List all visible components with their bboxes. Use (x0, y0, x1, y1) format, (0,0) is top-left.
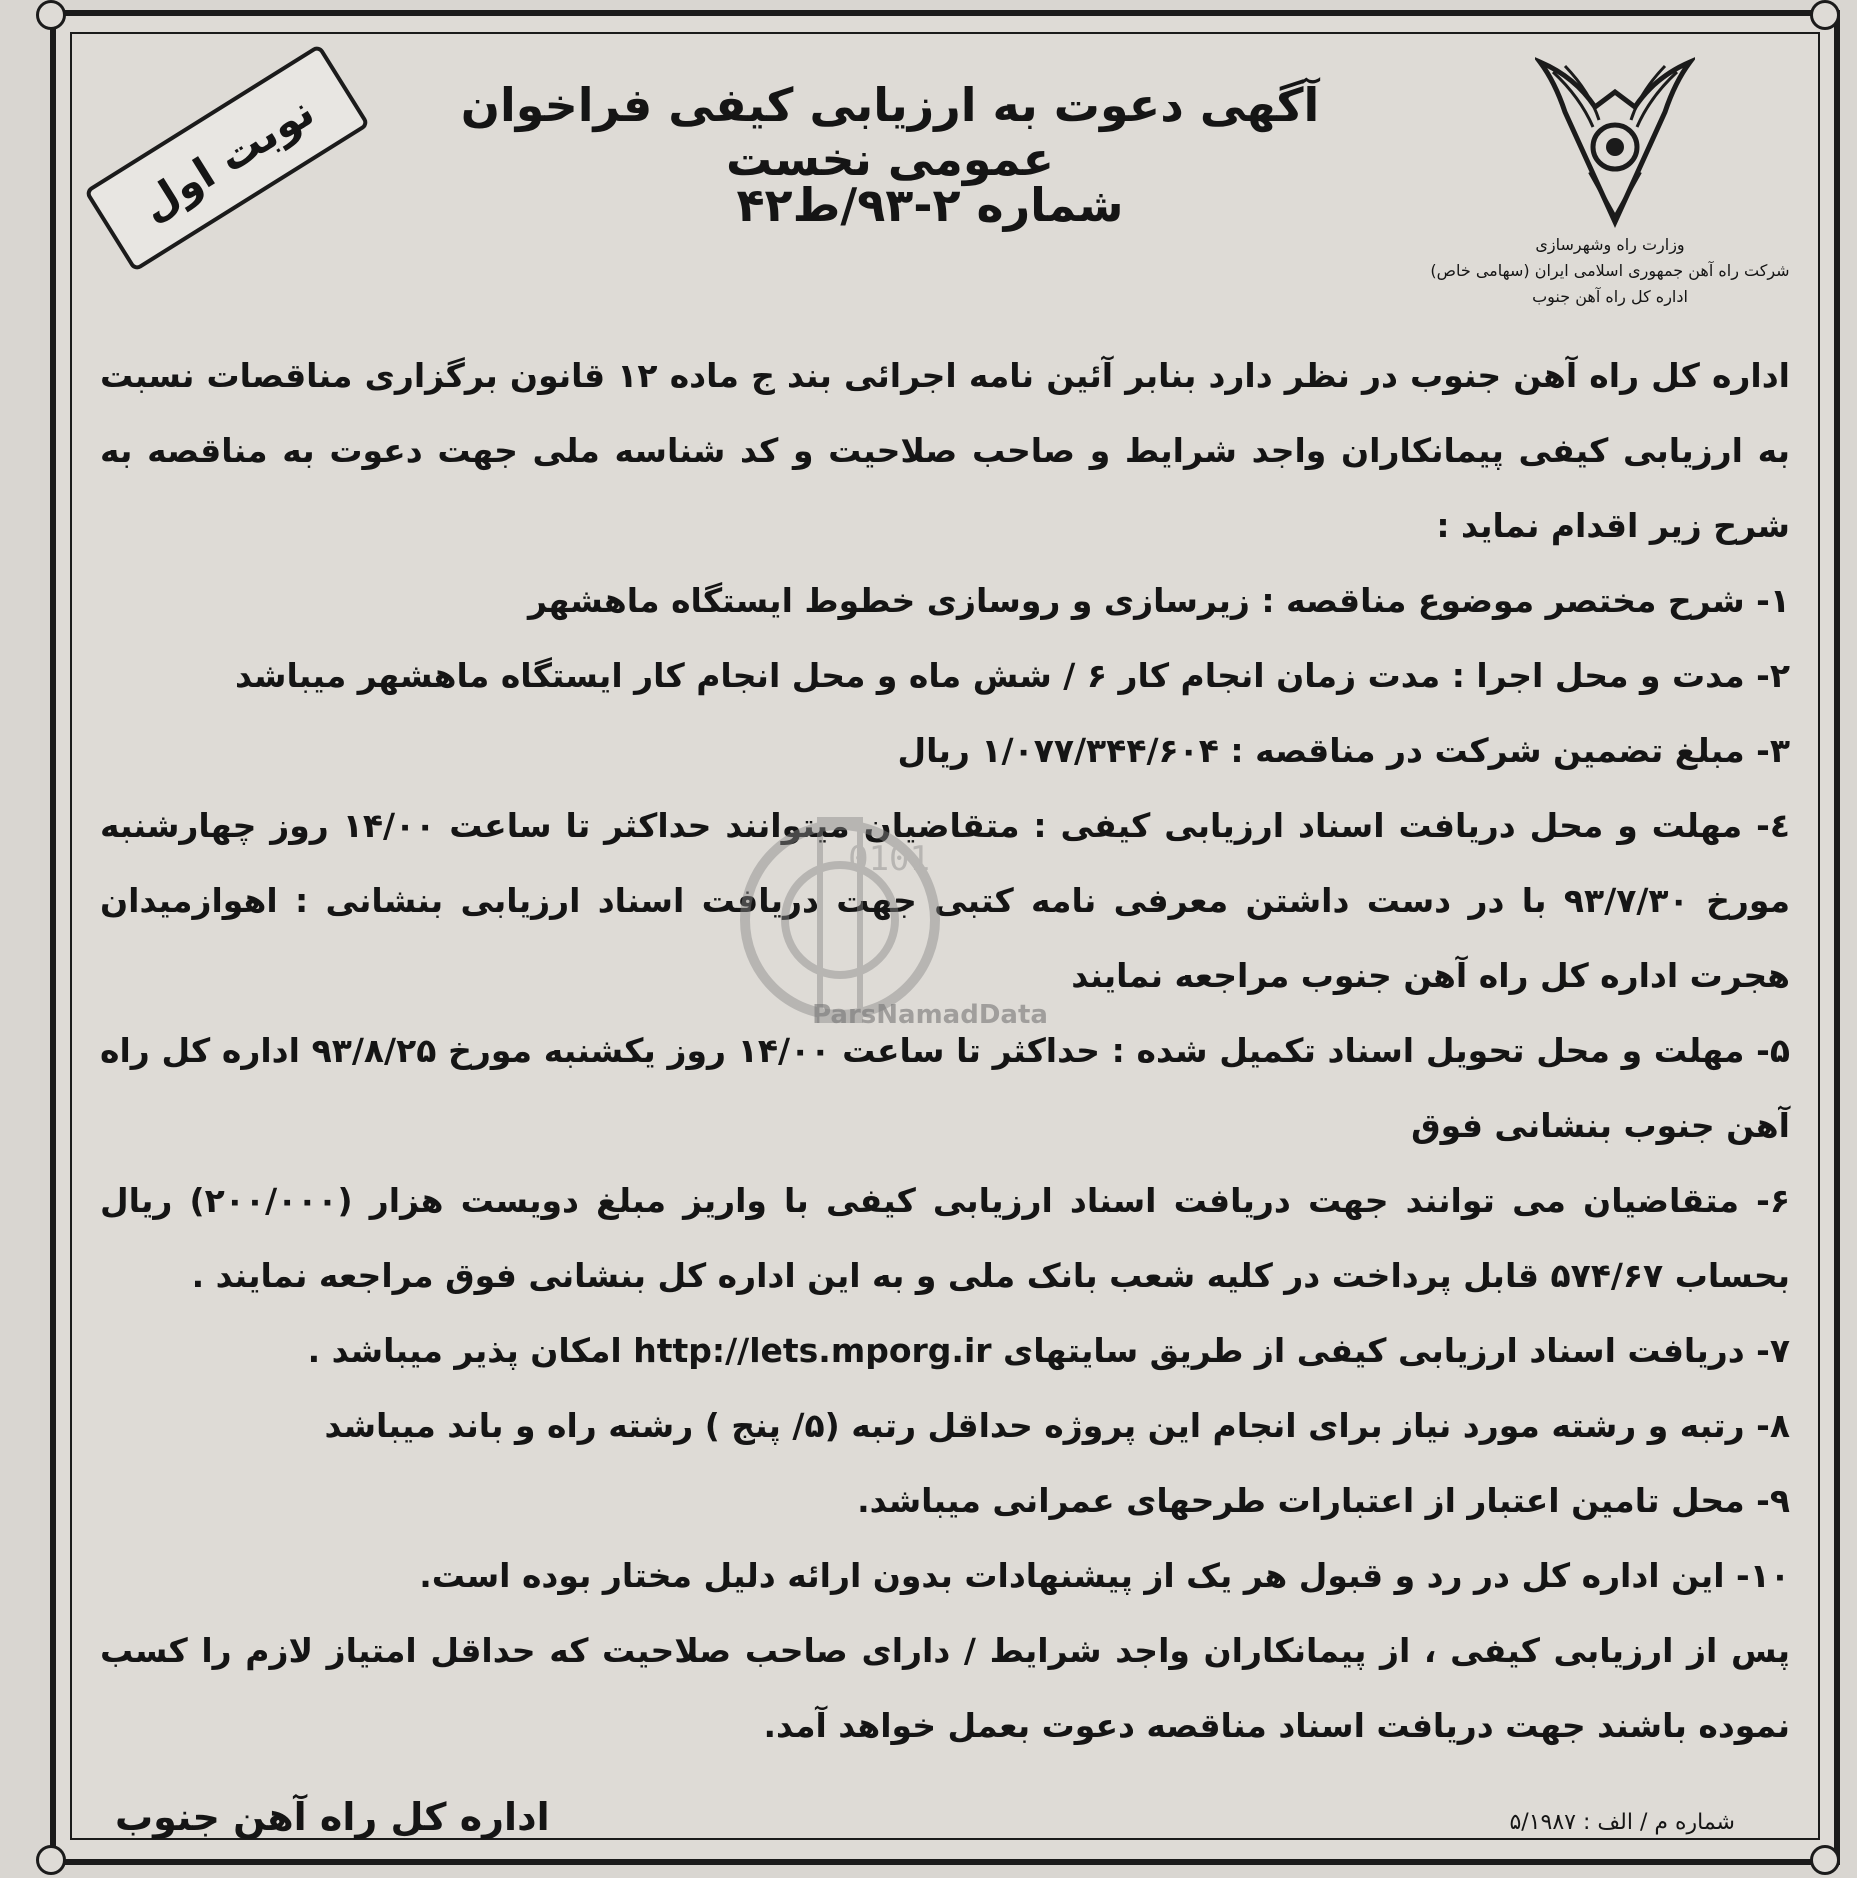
website-link[interactable]: http://lets.mporg.ir (633, 1331, 992, 1370)
watermark-name: ParsNamadData (812, 1000, 1048, 1030)
item-6: ۶- متقاضیان می توانند جهت دریافت اسناد ارزیابی کیفی با واریز مبلغ دویست هزار (۲۰۰/۰۰۰) ریال بحساب ۵۷۴/۶۷ قابل پرداخت در کلیه شعب بانک ملی و به این اداره کل بنشانی فوق مراجعه نمایند . (100, 1181, 1790, 1295)
item-7-text: ۷- دریافت اسناد ارزیابی کیفی از طریق سایتهای (1003, 1331, 1790, 1370)
item-5: ۵- مهلت و محل تحویل اسناد تکمیل شده : حداکثر تا ساعت ۱۴/۰۰ روز یکشنبه مورخ ۹۳/۸/۲۵ اداره کل راه آهن جنوب بنشانی فوق (100, 1031, 1790, 1145)
corner-ornament (36, 1845, 66, 1875)
item-7 (100, 1313, 1790, 1388)
stamp-label: نوبت اول (131, 85, 323, 231)
notice-number: شماره ۲-۹۳/ط۴۲ (736, 178, 1124, 232)
signature: اداره کل راه آهن جنوب (115, 1795, 550, 1839)
corner-ornament (36, 0, 66, 30)
closing-paragraph: پس از ارزیابی کیفی ، از پیمانکاران واجد شرایط / دارای صاحب صلاحیت که حداقل امتیاز لازم را کسب نموده باشند جهت دریافت اسناد مناقصه دعوت بعمل خواهد آمد. (100, 1631, 1790, 1745)
reference-number: شماره م / الف : ۵/۱۹۸۷ (1509, 1810, 1735, 1835)
item-3: ۳- مبلغ تضمین شرکت در مناقصه : ۱/۰۷۷/۳۴۴/۶۰۴ ریال (897, 731, 1790, 770)
organization-header (1395, 232, 1825, 310)
notice-title: آگهی دعوت به ارزیابی کیفی فراخوان عمومی نخست (460, 78, 1320, 186)
item-4: ٤- مهلت و محل دریافت اسناد ارزیابی کیفی : متقاضیان میتوانند حداکثر تا ساعت ۱۴/۰۰ روز چهارشنبه مورخ ۹۳/۷/۳۰ با در دست داشتن معرفی نامه کتبی جهت دریافت اسناد ارزیابی بنشانی : اهوازمیدان هجرت اداره کل راه آهن جنوب مراجعه نمایند (100, 806, 1790, 995)
winged-emblem-icon (1535, 52, 1695, 232)
item-9: ۹- محل تامین اعتبار از اعتبارات طرحهای عمرانی میباشد. (857, 1481, 1790, 1520)
corner-ornament (1810, 1845, 1840, 1875)
item-8: ۸- رتبه و رشته مورد نیاز برای انجام این پروژه حداقل رتبه (۵/ پنج ) رشته راه و باند میباشد (324, 1406, 1790, 1445)
item-1: ۱- شرح مختصر موضوع مناقصه : زیرسازی و روسازی خطوط ایستگاه ماهشهر (527, 581, 1790, 620)
item-10: ۱۰- این اداره کل در رد و قبول هر یک از پیشنهادات بدون ارائه دلیل مختار بوده است. (419, 1556, 1790, 1595)
intro-paragraph: اداره کل راه آهن جنوب در نظر دارد بنابر آئین نامه اجرائی بند ج ماده ۱۲ قانون برگزاری مناقصات نسبت به ارزیابی کیفی پیمانکاران واجد شرایط و صاحب صلاحیت و کد شناسه ملی جهت دعوت به مناقصه به شرح زیر اقدام نماید : (100, 356, 1790, 545)
item-7-tail: امکان پذیر میباشد . (307, 1331, 622, 1370)
ministry-name: وزارت راه وشهرسازی (1535, 235, 1685, 254)
notice-body (100, 338, 1790, 1763)
department-name: اداره کل راه آهن جنوب (1532, 287, 1688, 306)
corner-ornament (1810, 0, 1840, 30)
item-2: ۲- مدت و محل اجرا : مدت زمان انجام کار ۶ / شش ماه و محل انجام کار ایستگاه ماهشهر میباشد (234, 656, 1790, 695)
watermark-digits: 0101 (848, 839, 930, 879)
company-name: شرکت راه آهن جمهوری اسلامی ایران (سهامی خاص) (1430, 261, 1790, 280)
